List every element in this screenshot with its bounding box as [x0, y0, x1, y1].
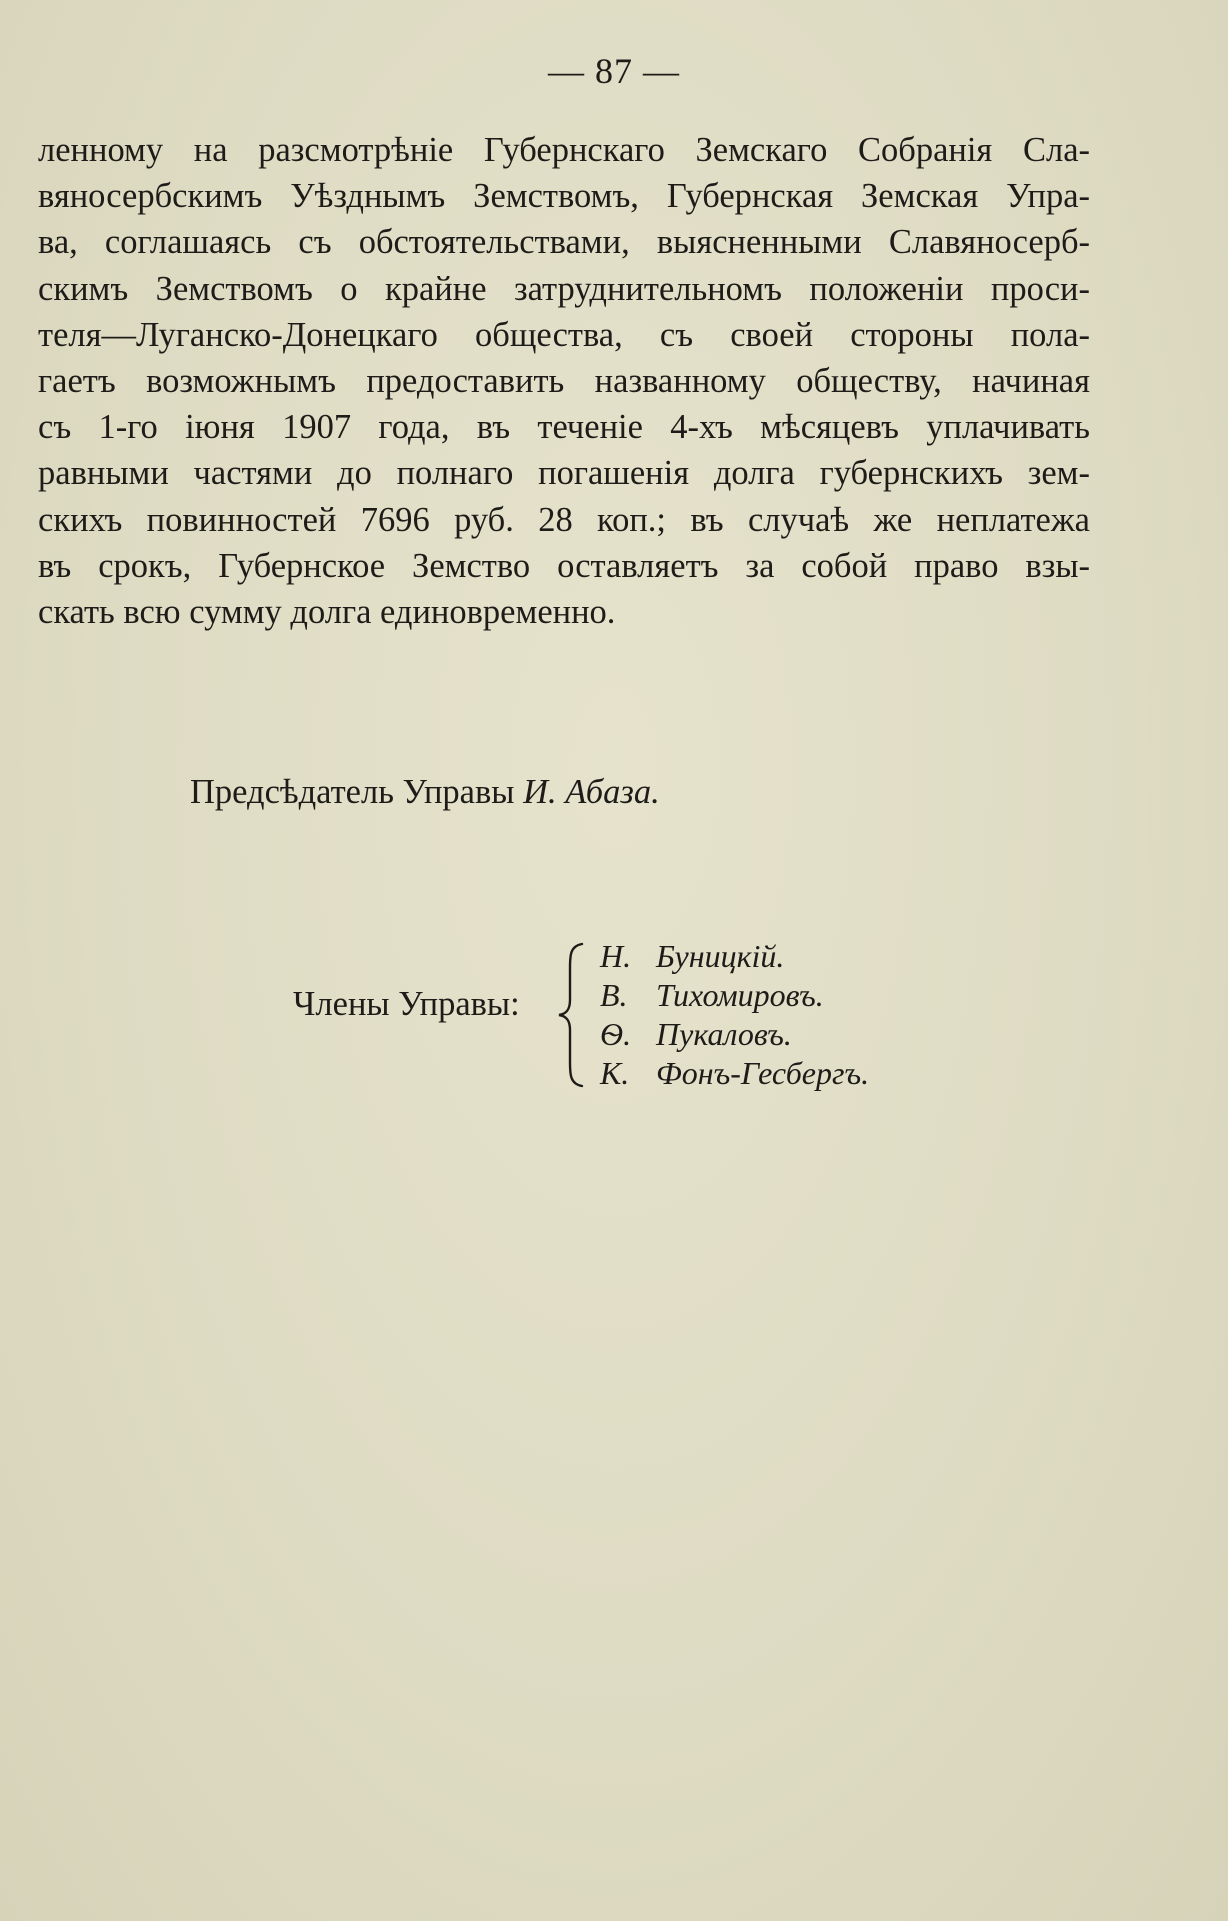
- text-line: гаетъ возможнымъ предоставить названному обществу, начиная: [38, 361, 1090, 400]
- member-initial: К.: [600, 1055, 630, 1091]
- chairman-signature-line: [190, 773, 660, 812]
- text-line: вяносербскимъ Уѣзднымъ Земствомъ, Губернская Земская Упра-: [38, 177, 1090, 216]
- text-line: скимъ Земствомъ о крайне затруднительномъ положеніи проси-: [38, 269, 1090, 308]
- text-line: теля—Луганско-Донецкаго общества, съ своей стороны пола-: [38, 315, 1090, 354]
- member-initial: В.: [600, 977, 628, 1013]
- member-item: [600, 976, 869, 1015]
- member-item: [600, 1054, 869, 1093]
- text-line: скихъ повинностей 7696 руб. 28 коп.; въ случаѣ же неплатежа: [38, 500, 1090, 539]
- member-initial: Н.: [600, 938, 632, 974]
- chairman-signature: И. Абаза.: [523, 773, 660, 811]
- member-item: [600, 937, 869, 976]
- members-label: Члены Управы:: [293, 985, 520, 1023]
- page-number: — 87 —: [548, 51, 680, 91]
- text-line: съ 1-го іюня 1907 года, въ теченіе 4-хъ мѣсяцевъ уплачивать: [38, 408, 1090, 447]
- member-name: Пукаловъ.: [656, 1016, 792, 1052]
- members-list: [600, 937, 869, 1093]
- member-name: Фонъ-Гесбергъ.: [656, 1055, 870, 1091]
- text-line: скать всю сумму долга единовременно.: [38, 592, 616, 631]
- member-name: Буницкій.: [656, 938, 785, 974]
- member-initial: Ѳ.: [600, 1016, 632, 1052]
- body-paragraph: [38, 127, 1090, 635]
- text-line: равными частями до полнаго погашенія долга губернскихъ зем-: [38, 454, 1090, 493]
- text-line: ва, соглашаясь съ обстоятельствами, выясненными Славяносерб-: [38, 223, 1090, 262]
- member-item: [600, 1015, 869, 1054]
- text-line: въ срокъ, Губернское Земство оставляетъ за собой право взы-: [38, 546, 1090, 585]
- curly-brace-icon: [556, 942, 586, 1088]
- text-line: ленному на разсмотрѣніе Губернскаго Земскаго Собранія Сла-: [38, 131, 1090, 169]
- chairman-title: Предсѣдатель Управы: [190, 773, 515, 811]
- member-name: Тихомировъ.: [656, 977, 824, 1013]
